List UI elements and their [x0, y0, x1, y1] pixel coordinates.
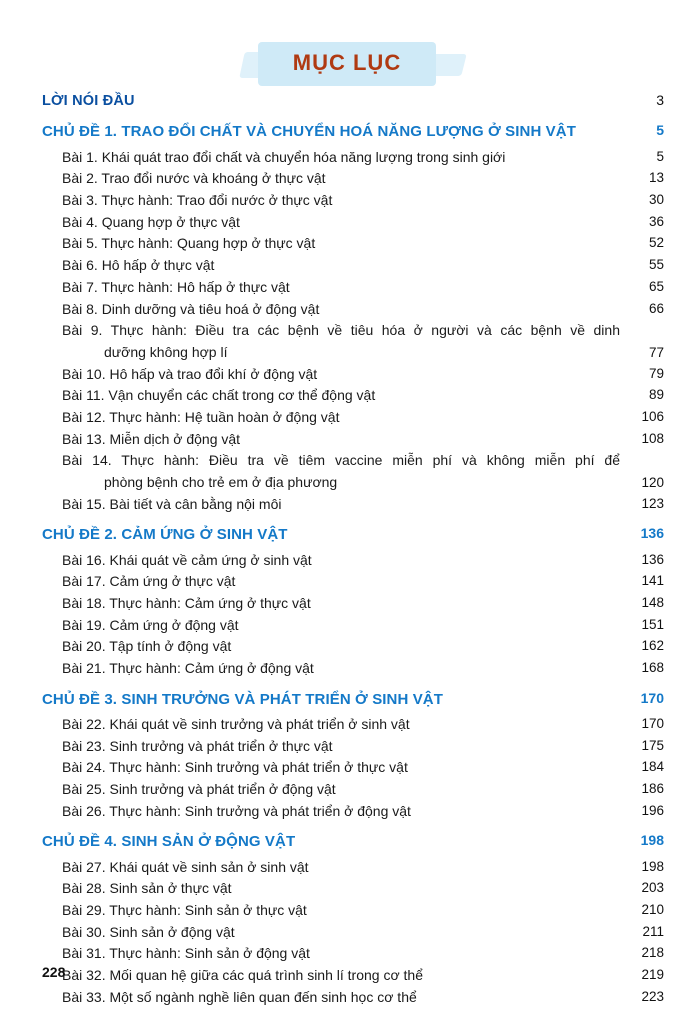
toc-entry-label: CHỦ ĐỀ 2. CẢM ỨNG Ở SINH VẬT [42, 526, 288, 544]
toc-entry-page-number: 151 [641, 616, 664, 632]
toc-entry-label: CHỦ ĐỀ 3. SINH TRƯỞNG VÀ PHÁT TRIỂN Ở SINH VẬT [42, 690, 443, 708]
footer-page-number: 228 [42, 964, 66, 980]
toc-entry-label: Bài 23. Sinh trưởng và phát triển ở thực vật [62, 737, 333, 754]
toc-lesson-row [42, 965, 664, 987]
toc-entry-page-number: 170 [640, 689, 664, 706]
toc-entry-page-number: 3 [656, 92, 664, 108]
toc-entry-label-line2: phòng bệnh cho trẻ em ở địa phương [104, 474, 338, 491]
toc-entry-label: Bài 32. Mối quan hệ giữa các quá trình sinh lí trong cơ thể [62, 967, 423, 984]
toc-lesson-row [42, 900, 664, 922]
toc-entry-page-number: 148 [641, 595, 664, 611]
toc-lesson-row [42, 320, 664, 363]
toc-entry-label: Bài 15. Bài tiết và cân bằng nội môi [62, 495, 282, 512]
toc-lesson-row [42, 407, 664, 429]
toc-entry-label: Bài 20. Tập tính ở động vật [62, 638, 232, 655]
toc-lesson-row [42, 255, 664, 277]
toc-entry-page-number: 52 [648, 235, 664, 251]
toc-lesson-row [42, 857, 664, 879]
toc-entry-label: Bài 21. Thực hành: Cảm ứng ở động vật [62, 660, 314, 677]
toc-entry-page-number: 5 [656, 148, 664, 164]
toc-entry-page-number: 141 [641, 573, 664, 589]
toc-lesson-row [42, 922, 664, 944]
toc-chapter-row [42, 120, 664, 143]
toc-entry-label: Bài 7. Thực hành: Hô hấp ở thực vật [62, 278, 290, 295]
toc-entry-label-line1: Bài 14. Thực hành: Điều tra về tiêm vaccine miễn phí và không miễn phí để [62, 452, 620, 469]
toc-entry-page-number: 106 [641, 408, 664, 424]
title-banner [0, 42, 692, 94]
toc-entry-page-number: 89 [648, 387, 664, 403]
toc-entry-label: Bài 28. Sinh sản ở thực vật [62, 880, 232, 897]
toc-entry-page-number: 218 [641, 945, 664, 961]
toc-entry-label: Bài 17. Cảm ứng ở thực vật [62, 573, 236, 590]
toc-entry-page-number: 203 [641, 880, 664, 896]
toc-chapter-row [42, 830, 664, 853]
toc-entry-label: Bài 30. Sinh sản ở động vật [62, 923, 235, 940]
toc-entry-label: Bài 11. Vận chuyển các chất trong cơ thể động vật [62, 387, 376, 404]
toc-lesson-row [42, 658, 664, 680]
toc-entry-page-number: 65 [648, 278, 664, 294]
toc-entry-page-number: 79 [648, 365, 664, 381]
toc-lesson-row [42, 364, 664, 386]
toc-entry-label-line1: Bài 9. Thực hành: Điều tra các bệnh về tiêu hóa ở người và các bệnh về dinh [62, 322, 620, 339]
toc-lesson-row [42, 550, 664, 572]
table-of-contents [42, 88, 664, 1009]
toc-entry-page-number: 136 [641, 551, 664, 567]
toc-entry-label: CHỦ ĐỀ 1. TRAO ĐỔI CHẤT VÀ CHUYỂN HOÁ NĂNG LƯỢNG Ở SINH VẬT [42, 123, 576, 141]
toc-entry-label: Bài 16. Khái quát về cảm ứng ở sinh vật [62, 551, 312, 568]
toc-lesson-row [42, 801, 664, 823]
toc-lesson-row [42, 299, 664, 321]
toc-entry-label: CHỦ ĐỀ 4. SINH SẢN Ở ĐỘNG VẬT [42, 833, 296, 851]
toc-entry-label: Bài 13. Miễn dịch ở động vật [62, 430, 241, 447]
toc-entry-label: Bài 29. Thực hành: Sinh sản ở thực vật [62, 902, 307, 919]
toc-entry-label: Bài 5. Thực hành: Quang hợp ở thực vật [62, 235, 316, 252]
toc-entry-label: Bài 8. Dinh dưỡng và tiêu hoá ở động vật [62, 300, 320, 317]
toc-entry-page-number: 170 [641, 716, 664, 732]
toc-entry-label: Bài 31. Thực hành: Sinh sản ở động vật [62, 945, 310, 962]
toc-lesson-row [42, 571, 664, 593]
toc-entry-label: Bài 2. Trao đổi nước và khoáng ở thực vật [62, 170, 326, 187]
toc-lesson-row [42, 429, 664, 451]
toc-entry-page-number: 196 [641, 802, 664, 818]
toc-lesson-row [42, 593, 664, 615]
toc-lesson-row [42, 494, 664, 516]
toc-lesson-row [42, 233, 664, 255]
toc-lesson-row [42, 147, 664, 169]
toc-lesson-row [42, 190, 664, 212]
toc-lesson-row [42, 168, 664, 190]
toc-chapter-row [42, 688, 664, 711]
toc-lesson-row [42, 277, 664, 299]
toc-entry-label: Bài 1. Khái quát trao đổi chất và chuyển hóa năng lượng trong sinh giới [62, 148, 506, 165]
toc-entry-page-number: 175 [641, 737, 664, 753]
toc-entry-label [42, 450, 630, 493]
toc-entry-page-number: 162 [641, 638, 664, 654]
toc-entry-page-number: 13 [648, 170, 664, 186]
toc-lesson-row [42, 714, 664, 736]
toc-lesson-row [42, 736, 664, 758]
toc-entry-page-number: 123 [641, 495, 664, 511]
toc-lesson-row [42, 987, 664, 1009]
toc-lesson-row [42, 943, 664, 965]
toc-entry-page-number: 77 [648, 344, 664, 360]
toc-lesson-row [42, 757, 664, 779]
toc-entry-label: Bài 33. Một số ngành nghề liên quan đến sinh học cơ thể [62, 988, 417, 1005]
toc-preface-row [42, 90, 664, 112]
page-title: MỤC LỤC [292, 50, 402, 75]
toc-entry-label: Bài 22. Khái quát về sinh trưởng và phát triển ở sinh vật [62, 716, 410, 733]
toc-entry-label: Bài 6. Hô hấp ở thực vật [62, 257, 215, 274]
toc-entry-label: Bài 3. Thực hành: Trao đổi nước ở thực vật [62, 192, 333, 209]
toc-entry-page-number: 184 [641, 759, 664, 775]
toc-entry-page-number: 120 [641, 474, 664, 490]
toc-entry-page-number: 136 [640, 525, 664, 542]
toc-entry-page-number: 168 [641, 660, 664, 676]
toc-entry-page-number: 5 [656, 122, 664, 139]
toc-entry-page-number: 210 [641, 902, 664, 918]
toc-entry-label: Bài 12. Thực hành: Hệ tuần hoàn ở động vật [62, 408, 340, 425]
toc-entry-label: Bài 18. Thực hành: Cảm ứng ở thực vật [62, 595, 311, 612]
toc-entry-label-line2: dưỡng không hợp lí [104, 343, 228, 360]
toc-entry-label: Bài 26. Thực hành: Sinh trưởng và phát triển ở động vật [62, 802, 411, 819]
toc-lesson-row [42, 878, 664, 900]
toc-entry-label [42, 320, 630, 363]
toc-entry-label: Bài 27. Khái quát về sinh sản ở sinh vật [62, 858, 309, 875]
toc-lesson-row [42, 779, 664, 801]
toc-entry-label: Bài 25. Sinh trưởng và phát triển ở động vật [62, 781, 336, 798]
toc-entry-page-number: 55 [648, 257, 664, 273]
toc-entry-page-number: 66 [648, 300, 664, 316]
toc-entry-label: Bài 4. Quang hợp ở thực vật [62, 213, 240, 230]
toc-lesson-row [42, 636, 664, 658]
toc-entry-page-number: 198 [641, 858, 664, 874]
toc-lesson-row [42, 615, 664, 637]
toc-entry-page-number: 36 [648, 213, 664, 229]
toc-entry-page-number: 219 [641, 967, 664, 983]
toc-lesson-row [42, 385, 664, 407]
toc-entry-label: Bài 10. Hô hấp và trao đổi khí ở động vật [62, 365, 318, 382]
toc-entry-label: Bài 19. Cảm ứng ở động vật [62, 616, 239, 633]
toc-entry-label: Bài 24. Thực hành: Sinh trưởng và phát triển ở thực vật [62, 759, 408, 776]
toc-entry-page-number: 198 [640, 832, 664, 849]
toc-chapter-row [42, 523, 664, 546]
toc-entry-page-number: 223 [641, 988, 664, 1004]
toc-entry-page-number: 186 [641, 781, 664, 797]
toc-entry-page-number: 108 [641, 430, 664, 446]
toc-lesson-row [42, 450, 664, 493]
toc-entry-label: LỜI NÓI ĐẦU [42, 93, 135, 109]
toc-entry-page-number: 211 [642, 923, 664, 939]
toc-entry-page-number: 30 [648, 192, 664, 208]
toc-lesson-row [42, 212, 664, 234]
